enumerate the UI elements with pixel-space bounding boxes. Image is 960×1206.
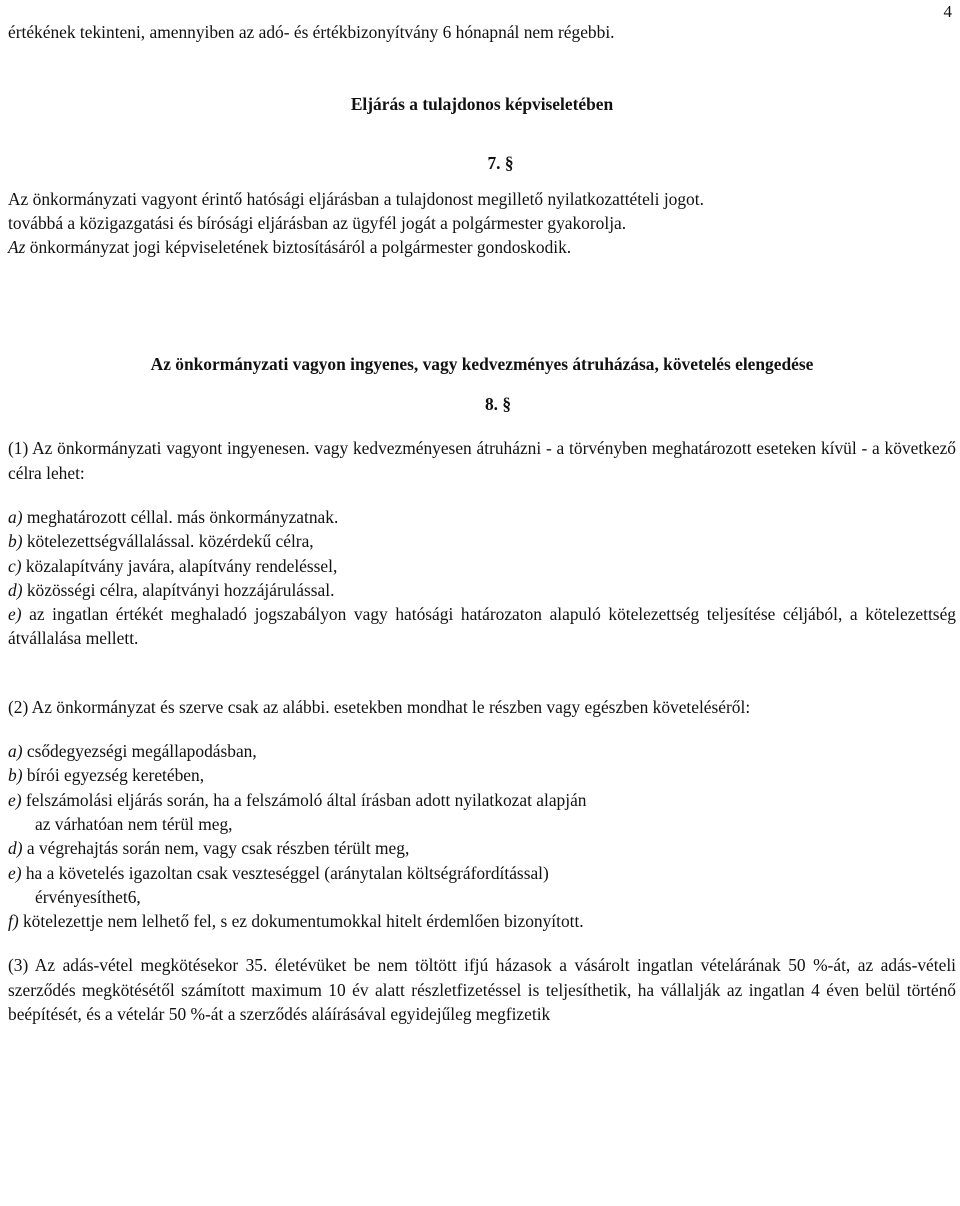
- section-8-paragraph-2: (2) Az önkormányzat és szerve csak az alábbi. esetekben mondhat le részben vagy egészben követeléséről:: [8, 696, 751, 717]
- list-letter: e): [8, 604, 22, 625]
- section-8-title: Az önkormányzati vagyon ingyenes, vagy kedvezményes átruházása, követelés elengedése: [150, 353, 814, 374]
- list-item: [8, 602, 956, 651]
- list-item: [8, 788, 956, 812]
- list-item-text: meghatározott céllal. más önkormányzatnak.: [22, 506, 339, 527]
- list-item-continuation: érvényesíthet6,: [35, 886, 141, 907]
- section-8-number: 8. §: [484, 394, 512, 415]
- list-item: [8, 739, 956, 763]
- list-item-text: bírói egyezség keretében,: [22, 765, 205, 786]
- list-item-text: a végrehajtás során nem, vagy csak részben térült meg,: [22, 838, 410, 859]
- page-number: 4: [943, 2, 952, 21]
- list-item-text: közalapítvány javára, alapítvány rendeléssel,: [21, 555, 338, 576]
- list-item: [8, 836, 956, 860]
- list-letter: d): [8, 579, 23, 600]
- list-item: [8, 554, 956, 578]
- list-item-text: kötelezettségvállalással. közérdekű célra,: [22, 531, 314, 552]
- list-item-text: közösségi célra, alapítványi hozzájárulással.: [22, 579, 335, 600]
- list-letter: b): [8, 531, 23, 552]
- section-7-line-3-text: önkormányzat jogi képviseletének biztosításáról a polgármester gondoskodik.: [25, 237, 572, 258]
- list-letter: a): [8, 506, 23, 527]
- list-letter: f): [8, 911, 19, 932]
- section-8-list-1: [8, 505, 956, 651]
- list-letter: d): [8, 838, 23, 859]
- list-letter: c): [8, 555, 22, 576]
- list-item-continuation: az várhatóan nem térül meg,: [35, 813, 233, 834]
- section-8-paragraph-1: (1) Az önkormányzati vagyont ingyenesen. vagy kedvezményesen átruházni - a törvényben meghatározott eseteken kívül - a következő célra lehet:: [8, 438, 956, 483]
- section-7-line-3: [8, 235, 956, 259]
- section-7-line-2: továbbá a közigazgatási és bírósági eljárásban az ügyfél jogát a polgármester gyakorolja.: [8, 213, 627, 234]
- italic-lead: Az: [8, 237, 26, 258]
- section-7-title: Eljárás a tulajdonos képviseletében: [350, 94, 614, 115]
- list-item-text: felszámolási eljárás során, ha a felszámoló által írásban adott nyilatkozat alapján: [21, 789, 587, 810]
- list-item-text: kötelezettje nem lelhető fel, s ez dokumentumokkal hitelt érdemlően bizonyított.: [18, 911, 584, 932]
- list-item: [8, 763, 956, 787]
- section-7-body: [8, 187, 956, 260]
- list-letter: e): [8, 862, 22, 883]
- list-item: [8, 505, 956, 529]
- list-item: [8, 909, 956, 933]
- document-page: [8, 20, 956, 1026]
- list-letter: a): [8, 741, 23, 762]
- list-letter: e): [8, 789, 22, 810]
- section-8-paragraph-3: (3) Az adás-vétel megkötésekor 35. életévüket be nem töltött ifjú házasok a vásárolt ingatlan vételárának 50 %-át, az adás-vételi szerződés megkötésétől számított maximum 10 év alatt részletfizetéssel is teljesíthetik, ha vállalják az ingatlan 4 éven belül történő beépítését, és a vételár 50 %-át a szerződés aláírásával egyidejűleg megfizetik: [8, 955, 956, 1025]
- list-item: [8, 529, 956, 553]
- list-letter: b): [8, 765, 23, 786]
- section-7-number: 7. §: [487, 152, 514, 173]
- list-item: [8, 578, 956, 602]
- list-item-text: csődegyezségi megállapodásban,: [22, 741, 257, 762]
- list-item: [8, 861, 956, 885]
- intro-line: értékének tekinteni, amennyiben az adó- és értékbizonyítvány 6 hónapnál nem régebbi.: [8, 22, 615, 42]
- list-item-text: ha a követelés igazoltan csak veszteséggel (aránytalan költségráfordítással): [21, 862, 549, 883]
- section-8-list-2: [8, 739, 956, 933]
- section-7-line-1: Az önkormányzati vagyont érintő hatósági eljárásban a tulajdonost megillető nyilatkozattételi jogot.: [8, 188, 704, 209]
- list-item-text: az ingatlan értékét meghaladó jogszabályon vagy hatósági határozaton alapuló kötelezettség teljesítése céljából, a kötelezettség átvállalása mellett.: [8, 604, 956, 649]
